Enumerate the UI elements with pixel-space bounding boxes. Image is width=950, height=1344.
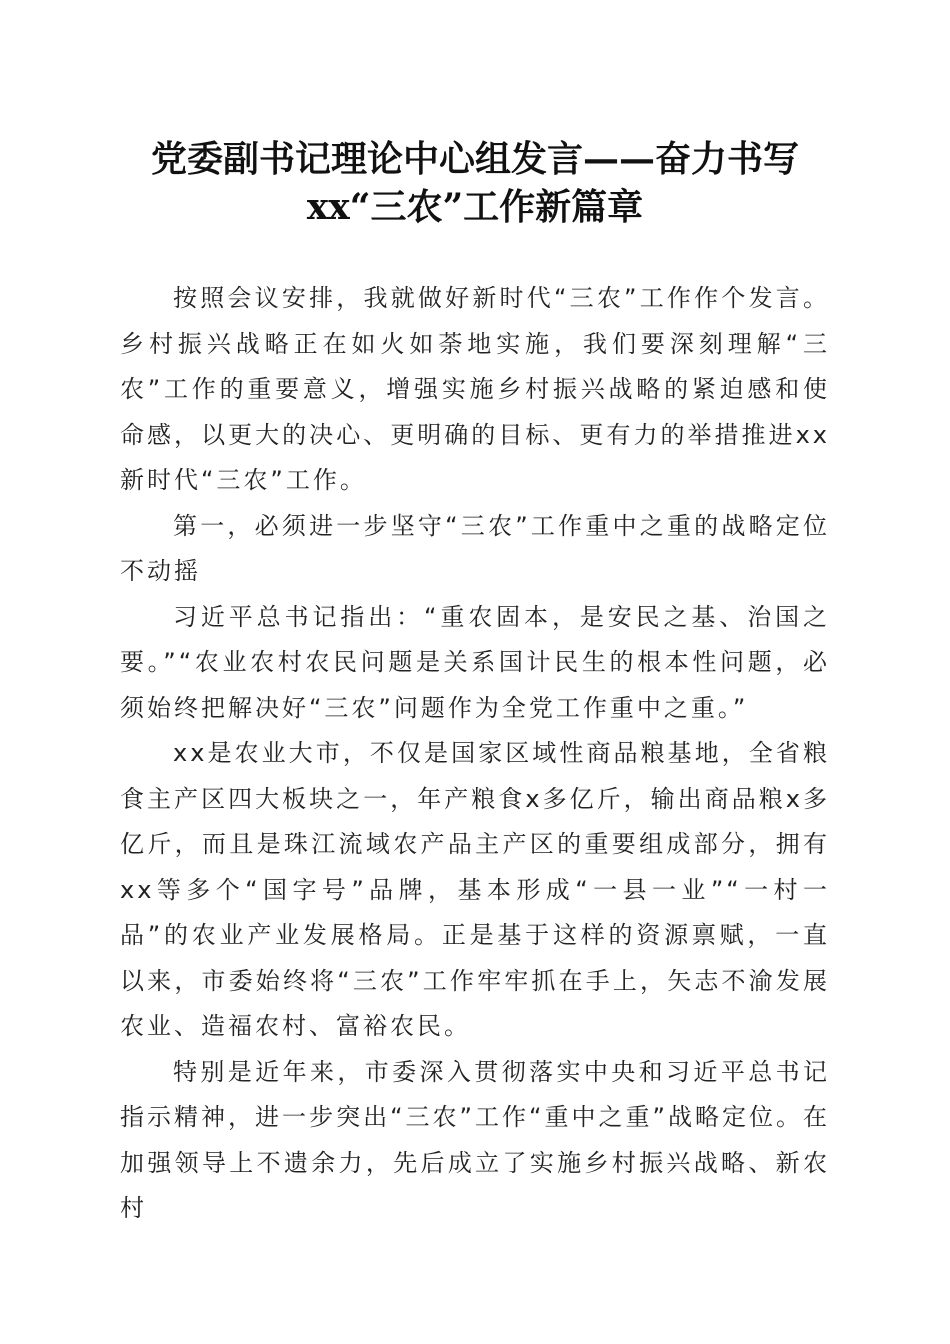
document-title-line-1: 党委副书记理论中心组发言——奋力书写 [150, 138, 799, 180]
paragraph-section-heading: 第一，必须进一步坚守“三农”工作重中之重的战略定位不动摇 [120, 511, 830, 585]
paragraph-intro: 按照会议安排，我就做好新时代“三农”工作作个发言。乡村振兴战略正在如火如荼地实施，我们要深刻理解“三农”工作的重要意义，增强实施乡村振兴战略的紧迫感和使命感，以更大的决心、更明确的目标、更有力的举措推进xx新时代“三农”工作。 [120, 284, 830, 494]
paragraph-quote: 习近平总书记指出：“重农固本，是安民之基、治国之要。”“农业农村农民问题是关系国计民生的根本性问题，必须始终把解决好“三农”问题作为全党工作重中之重。” [120, 602, 830, 722]
paragraph-agriculture: xx是农业大市，不仅是国家区域性商品粮基地，全省粮食主产区四大板块之一，年产粮食x多亿斤，输出商品粮x多亿斤，而且是珠江流域农产品主产区的重要组成部分，拥有xx等多个“国字号”品牌，基本形成“一县一业”“一村一品”的农业产业发展格局。正是基于这样的资源禀赋，一直以来，市委始终将“三农”工作牢牢抓在手上，矢志不渝发展农业、造福农村、富裕农民。 [120, 739, 830, 1040]
document-body [120, 276, 830, 1232]
paragraph-recent-years: 特别是近年来，市委深入贯彻落实中央和习近平总书记指示精神，进一步突出“三农”工作“重中之重”战略定位。在加强领导上不遗余力，先后成立了实施乡村振兴战略、新农村 [120, 1057, 830, 1222]
document-title-line-2: xx“三农”工作新篇章 [306, 186, 644, 228]
